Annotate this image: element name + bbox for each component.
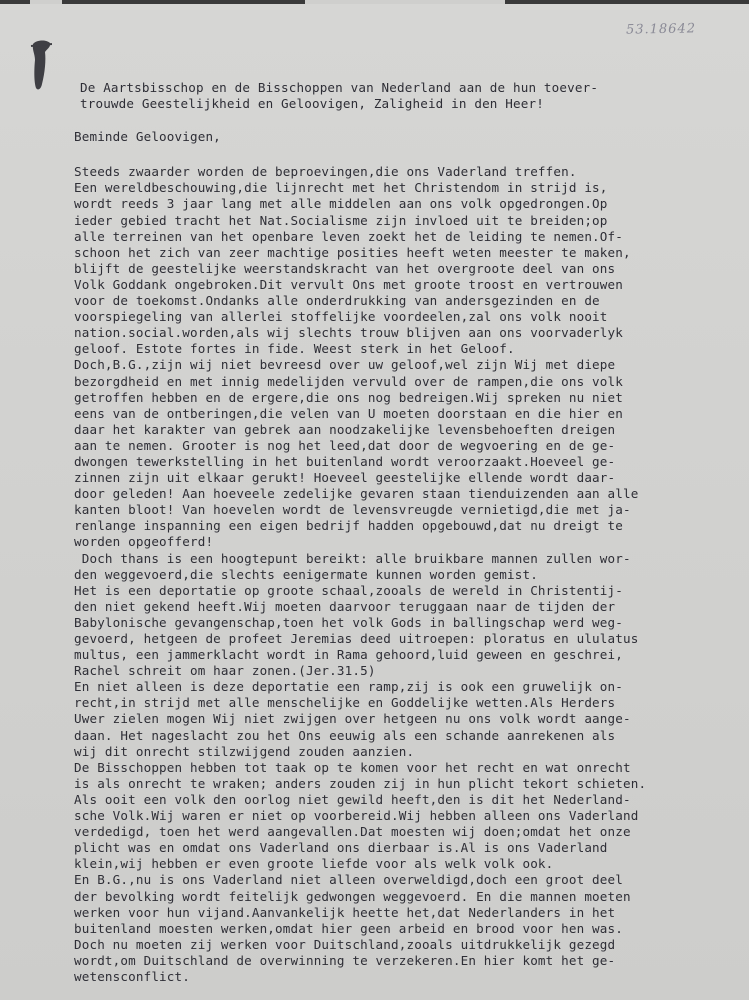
letter-body bbox=[74, 164, 742, 985]
body-line: renlange inspanning een eigen bedrijf hadden opgebouwd,dat nu dreigt te bbox=[74, 518, 623, 534]
page-top-edge-gap bbox=[305, 0, 505, 4]
body-line: voorspiegeling van allerlei stoffelijke voordeelen,zal ons volk nooit bbox=[74, 309, 608, 325]
body-line: wordt,om Duitschland de overwinning te verzekeren.En hier komt het ge- bbox=[74, 952, 616, 968]
body-line: verdedigd, toen het werd aangevallen.Dat moesten wij doen;omdat het onze bbox=[74, 824, 631, 840]
body-line: der bevolking wordt feitelijk gedwongen weggevoerd. En die mannen moeten bbox=[74, 888, 631, 904]
body-line: En niet alleen is deze deportatie een ramp,zij is ook een gruwelijk on- bbox=[74, 679, 623, 695]
body-line: Het is een deportatie op groote schaal,zooals de wereld in Christentij- bbox=[74, 582, 623, 598]
body-line: schoon het zich van zeer machtige posities heeft weten meester te maken, bbox=[74, 244, 631, 260]
heading-line: trouwde Geestelijkheid en Geloovigen, Zaligheid in den Heer! bbox=[80, 96, 544, 112]
ink-blot-mark bbox=[30, 38, 52, 92]
salutation-line: Beminde Geloovigen, bbox=[74, 129, 221, 145]
body-line: recht,in strijd met alle menschelijke en Goddelijke wetten.Als Herders bbox=[74, 695, 616, 711]
body-line: bezorgdheid en met innig medelijden vervuld over de rampen,die ons volk bbox=[74, 373, 623, 389]
body-line: wetensconflict. bbox=[74, 968, 190, 984]
body-line: Uwer zielen mogen Wij niet zwijgen over hetgeen nu ons volk wordt aange- bbox=[74, 711, 631, 727]
body-line: kanten bloot! Van hoevelen wordt de levensvreugde vernietigd,die met ja- bbox=[74, 502, 631, 518]
salutation bbox=[74, 129, 742, 145]
body-line: werken voor hun vijand.Aanvankelijk heette het,dat Nederlanders in het bbox=[74, 904, 616, 920]
body-line: dwongen tewerkstelling in het buitenland wordt veroorzaakt.Hoeveel ge- bbox=[74, 453, 616, 469]
body-line: Doch thans is een hoogtepunt bereikt: alle bruikbare mannen zullen wor- bbox=[74, 550, 631, 566]
body-line: daan. Het nageslacht zou het Ons eeuwig als een schande aanrekenen als bbox=[74, 727, 616, 743]
body-line: ieder gebied tracht het Nat.Socialisme zijn invloed uit te breiden;op bbox=[74, 212, 608, 228]
body-line: den niet gekend heeft.Wij moeten daarvoor teruggaan naar de tijden der bbox=[74, 598, 616, 614]
body-line: Doch,B.G.,zijn wij niet bevreesd over uw geloof,wel zijn Wij met diepe bbox=[74, 357, 616, 373]
body-line: wordt reeds 3 jaar lang met alle middelen aan ons volk opgedrongen.Op bbox=[74, 196, 608, 212]
body-line: aan te nemen. Grooter is nog het leed,dat door de wegvoering en de ge- bbox=[74, 437, 616, 453]
body-line: blijft de geestelijke weerstandskracht van het overgroote deel van ons bbox=[74, 260, 616, 276]
archive-number: 53.18642 bbox=[625, 21, 697, 38]
body-line: Doch nu moeten zij werken voor Duitschland,zooals uitdrukkelijk gezegd bbox=[74, 936, 616, 952]
body-line: geloof. Estote fortes in fide. Weest sterk in het Geloof. bbox=[74, 341, 515, 357]
body-line: voor de toekomst.Ondanks alle onderdrukking van andersgezinden en de bbox=[74, 293, 600, 309]
body-line: Babylonische gevangenschap,toen het volk Gods in ballingschap werd weg- bbox=[74, 614, 623, 630]
heading-line: De Aartsbisschop en de Bisschoppen van Nederland aan de hun toever- bbox=[80, 80, 599, 95]
body-line: is als onrecht te wraken; anders zouden zij in hun plicht tekort schieten. bbox=[74, 775, 647, 791]
body-line: Een wereldbeschouwing,die lijnrecht met het Christendom in strijd is, bbox=[74, 180, 608, 196]
body-line: Rachel schreit om haar zonen.(Jer.31.5) bbox=[74, 663, 376, 679]
body-line: gevoerd, hetgeen de profeet Jeremias deed uitroepen: ploratus en ululatus bbox=[74, 631, 639, 646]
body-line: Volk Goddank ongebroken.Dit vervult Ons met groote troost en vertrouwen bbox=[74, 276, 623, 292]
body-line: worden opgeofferd! bbox=[74, 534, 214, 550]
letter-heading bbox=[80, 80, 742, 112]
body-line: alle terreinen van het openbare leven zoekt het de leiding te nemen.Of- bbox=[74, 228, 623, 244]
body-line: Als ooit een volk den oorlog niet gewild heeft,den is dit het Nederland- bbox=[74, 791, 631, 807]
body-line: nation.social.worden,als wij slechts trouw blijven aan ons voorvaderlyk bbox=[74, 325, 623, 341]
body-line: buitenland moesten werken,omdat hier geen arbeid en brood voor hen was. bbox=[74, 920, 623, 936]
body-line: wij dit onrecht stilzwijgend zouden aanzien. bbox=[74, 743, 415, 759]
body-line: eens van de ontberingen,die velen van U moeten doorstaan en die hier en bbox=[74, 405, 623, 421]
body-line: den weggevoerd,die slechts eenigermate kunnen worden gemist. bbox=[74, 566, 538, 582]
page-top-edge-gap bbox=[30, 0, 62, 4]
body-line: klein,wij hebben er even groote liefde voor als welk volk ook. bbox=[74, 856, 554, 872]
body-line: Steeds zwaarder worden de beproevingen,die ons Vaderland treffen. bbox=[74, 164, 577, 180]
body-line: multus, een jammerklacht wordt in Rama gehoord,luid geween en geschrei, bbox=[74, 647, 623, 663]
body-line: De Bisschoppen hebben tot taak op te komen voor het recht en wat onrecht bbox=[74, 759, 631, 775]
body-line: door geleden! Aan hoeveele zedelijke gevaren staan tienduizenden aan alle bbox=[74, 486, 639, 502]
body-line: zinnen zijn uit elkaar gerukt! Hoeveel geestelijke ellende wordt daar- bbox=[74, 470, 616, 486]
letter-text bbox=[74, 80, 742, 985]
body-line: getroffen hebben en de ergere,die ons nog bedreigen.Wij spreken nu niet bbox=[74, 389, 623, 405]
body-line: plicht was en omdat ons Vaderland ons dierbaar is.Al is ons Vaderland bbox=[74, 840, 608, 856]
body-line: En B.G.,nu is ons Vaderland niet alleen overweldigd,doch een groot deel bbox=[74, 872, 623, 888]
body-line: sche Volk.Wij waren er niet op voorbereid.Wij hebben alleen ons Vaderland bbox=[74, 808, 639, 824]
body-line: daar het karakter van gebrek aan noodzakelijke levensbehoeften dreigen bbox=[74, 421, 616, 437]
